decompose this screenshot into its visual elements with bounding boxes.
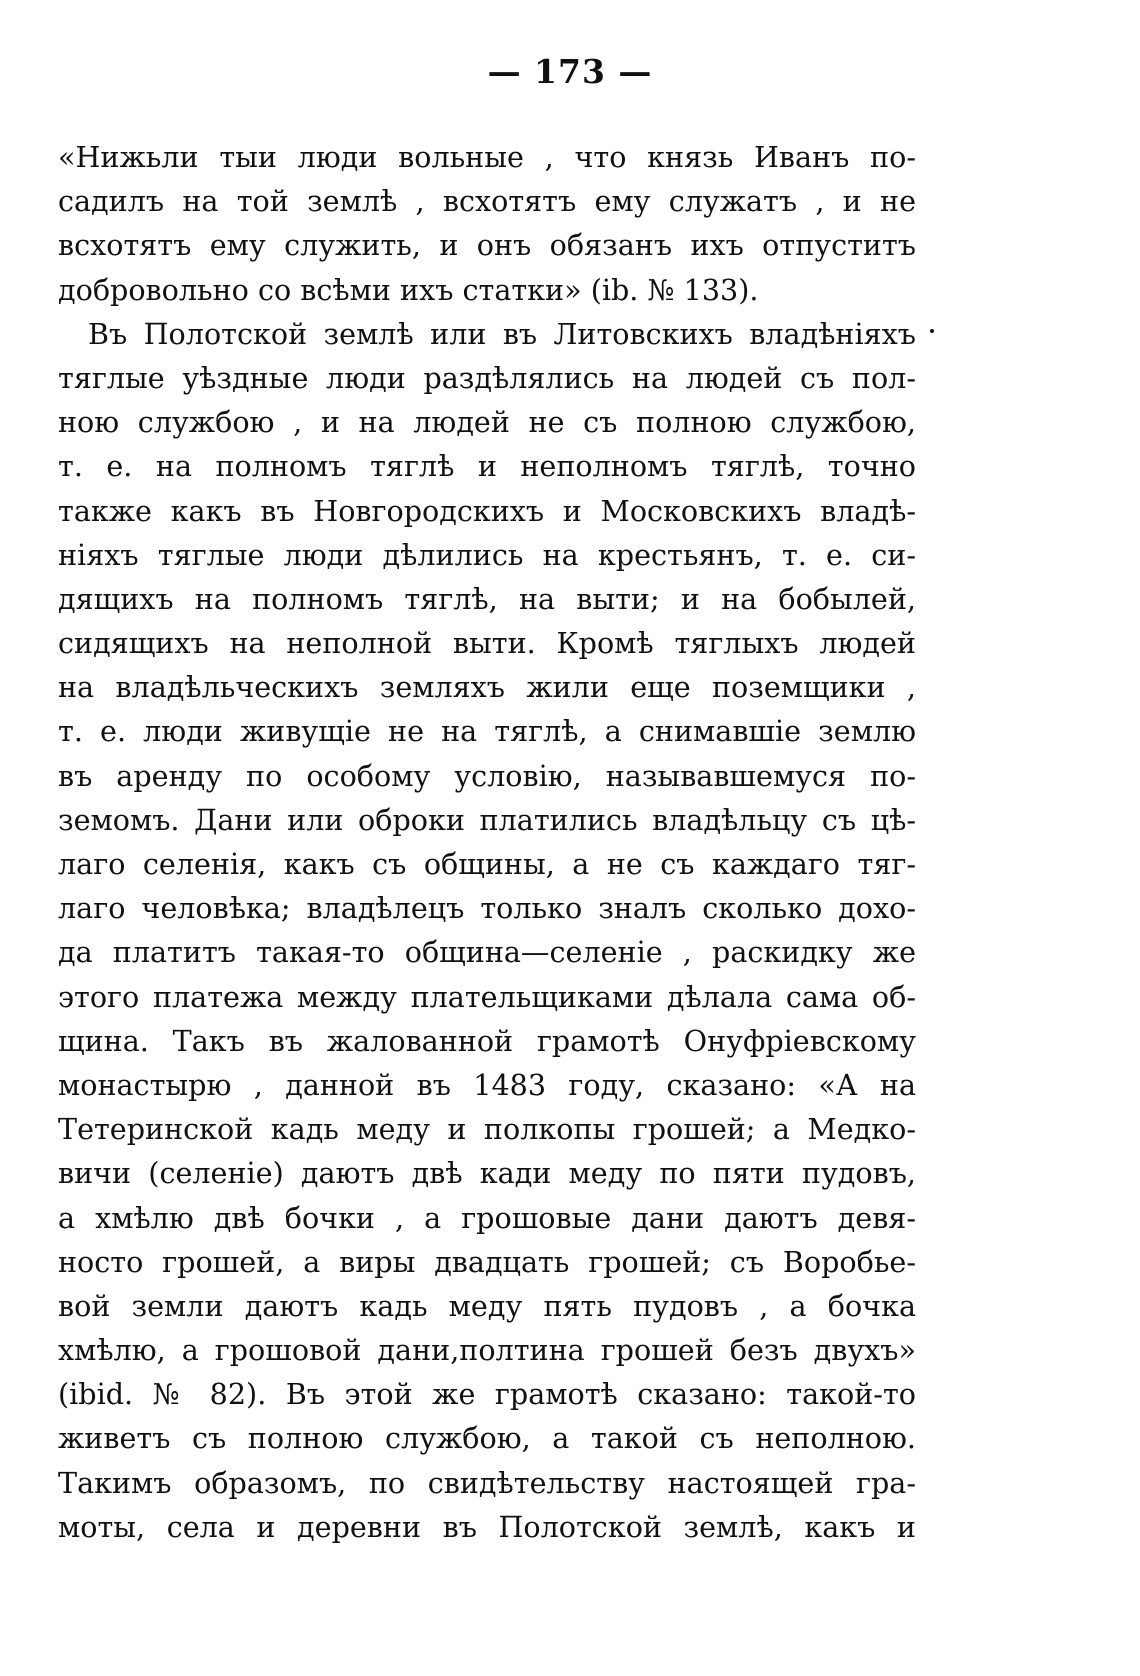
text-line: земомъ. Дани или оброки платились владѣльцу съ цѣ- (58, 802, 916, 837)
body-text (58, 135, 916, 1549)
text-line: Такимъ образомъ, по свидѣтельству настоящей гра- (58, 1465, 916, 1500)
text-line: также какъ въ Новгородскихъ и Московскихъ владѣ- (58, 493, 916, 528)
text-line: ною службою , и на людей не съ полною службою, (58, 405, 916, 440)
text-line: хмѣлю, а грошовой дани,полтина грошей безъ двухъ» (58, 1333, 916, 1368)
text-line: монастырю , данной въ 1483 году, сказано: «А на (58, 1067, 916, 1102)
text-line: носто грошей, а виры двадцать грошей; съ Воробье- (58, 1244, 916, 1279)
text-line: на владѣльческихъ земляхъ жили еще поземщики , (58, 670, 916, 705)
text-line: тяглые уѣздные люди раздѣлялись на людей съ пол- (58, 360, 916, 395)
text-line: лаго селенія, какъ съ общины, а не съ каждаго тяг- (58, 847, 916, 881)
text-line: Въ Полотской землѣ или въ Литовскихъ владѣніяхъ (88, 316, 916, 351)
text-line: дящихъ на полномъ тяглѣ, на выти; и на бобылей, (58, 581, 916, 616)
paragraph-1 (58, 135, 916, 312)
text-line: «Нижьли тыи люди вольные , что князь Иванъ по- (58, 140, 916, 174)
text-line: Тетеринской кадь меду и полкопы грошей; а Медко- (58, 1112, 916, 1147)
text-line: сидящихъ на неполной выти. Кромѣ тяглыхъ людей (58, 626, 916, 661)
text-line: т. е. на полномъ тяглѣ и неполномъ тяглѣ, точно (58, 449, 916, 484)
text-line: живетъ съ полною службою, а такой съ неполною. (58, 1421, 916, 1456)
text-line: вичи (селеніе) даютъ двѣ кади меду по пяти пудовъ, (58, 1156, 916, 1191)
text-line: да платитъ такая-то община—селеніе , раскидку же (58, 935, 916, 970)
text-line: вой земли даютъ кадь меду пять пудовъ , а бочка (58, 1288, 916, 1323)
text-line: (ibid. № 82). Въ этой же грамотѣ сказано: такой-то (58, 1377, 916, 1412)
text-line: а хмѣлю двѣ бочки , а грошовые дани даютъ девя- (58, 1200, 916, 1235)
text-line: ніяхъ тяглые люди дѣлились на крестьянъ, т. е. си- (58, 537, 916, 572)
print-speck (930, 329, 934, 333)
paragraph-2 (58, 312, 916, 1549)
text-line: этого платежа между плательщиками дѣлала сама об- (58, 979, 916, 1014)
text-line: всхотятъ ему служить, и онъ обязанъ ихъ отпуститъ (58, 228, 916, 263)
text-line: т. е. люди живущіе не на тяглѣ, а снимавшіе землю (58, 714, 916, 749)
text-line: садилъ на той землѣ , всхотятъ ему служатъ , и не (58, 184, 916, 219)
text-line: добровольно со всѣми ихъ статки» (ib. № 133). (58, 272, 759, 307)
text-line: моты, села и деревни въ Полотской землѣ, какъ и (58, 1509, 916, 1544)
text-line: щина. Такъ въ жалованной грамотѣ Онуфріевскому (58, 1023, 916, 1058)
text-line: лаго человѣка; владѣлецъ только зналъ сколько дохо- (58, 891, 916, 926)
text-line: въ аренду по особому условію, называвшемуся по- (58, 758, 916, 793)
page-number: — 173 — (487, 52, 653, 91)
